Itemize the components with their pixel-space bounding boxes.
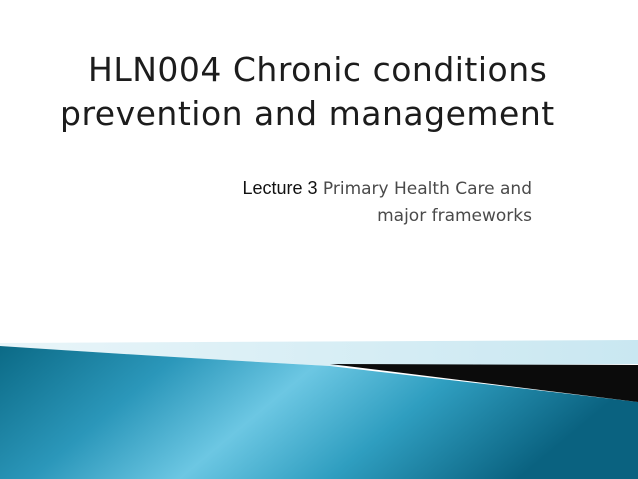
slide-subtitle xyxy=(92,175,532,230)
subtitle-line-1-text: Primary Health Care and xyxy=(317,179,532,199)
slide-title xyxy=(60,48,620,136)
title-line-1: HLN004 Chronic conditions xyxy=(88,50,548,89)
subtitle-line-2: major frameworks xyxy=(377,206,532,226)
title-line-2: prevention and management xyxy=(60,94,555,133)
lecture-number-label: Lecture 3 xyxy=(242,178,318,198)
subtitle-line-1 xyxy=(92,175,532,203)
